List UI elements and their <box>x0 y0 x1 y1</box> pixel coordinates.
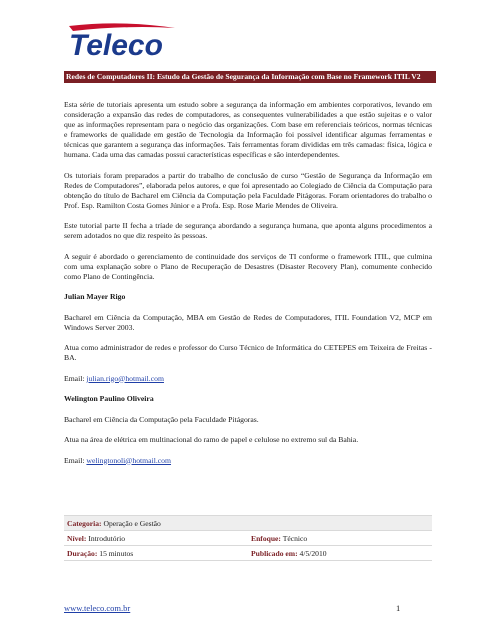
author1-bio-1: Bacharel em Ciência da Computação, MBA em Gestão de Redes de Computadores, ITIL Foundation V2, MCP em Windows Server 2003. <box>64 312 432 332</box>
category-label: Categoria: <box>67 518 102 528</box>
tutorial-info-table <box>64 515 432 561</box>
author1-email-line <box>64 374 432 384</box>
published-value: 4/5/2010 <box>299 548 327 558</box>
focus-cell <box>248 531 432 546</box>
author2-name: Welington Paulino Oliveira <box>64 394 154 403</box>
published-label: Publicado em: <box>251 548 298 558</box>
intro-paragraph-2: Os tutoriais foram preparados a partir do trabalho de conclusão de curso “Gestão de Segurança da Informação em Redes de Computadores”, elaborada pelos autores, e que foi apresentado ao Colegiado de Ciência da Computação para obtenção do título de Bacharel em Ciência da Computação pela Faculdade Pitágoras. Foram orientadores do trabalho o Prof. Esp. Ramilton Costa Gomes Júnior e a Profa. Esp. Rose Marie Mendes de Oliveira. <box>64 170 432 210</box>
author2-email-label: Email: <box>64 455 87 465</box>
author1-email-label: Email: <box>64 373 87 383</box>
author1-name: Julian Mayer Rigo <box>64 292 126 301</box>
document-title: Redes de Computadores II: Estudo da Gestão de Segurança da Informação com Base no Framework ITIL V2 <box>64 71 436 83</box>
author1-email-link[interactable]: julian.rigo@hotmail.com <box>86 373 164 383</box>
duration-cell <box>64 546 248 561</box>
author2-email-link[interactable]: welingtonoli@hotmail.com <box>86 455 172 465</box>
author2-bio-1: Bacharel em Ciência da Computação pela Faculdade Pitágoras. <box>64 414 259 424</box>
logo-text: Teleco <box>69 29 163 62</box>
author2-bio-2: Atua na área de elétrica em multinacional do ramo de papel e celulose no extremo sul da Bahia. <box>64 435 359 444</box>
author2-email-line <box>64 456 432 466</box>
page-number: 1 <box>396 603 401 613</box>
intro-paragraph-3: Este tutorial parte II fecha a tríade de segurança abordando a segurança humana, que aponta alguns procedimentos a serem adotados no que diz respeito às pessoas. <box>64 221 432 240</box>
author1-bio-2: Atua como administrador de redes e professor do Curso Técnico de Informática do CETEPES em Teixeira de Freitas - BA. <box>64 343 432 362</box>
level-row <box>64 531 432 546</box>
intro-paragraph-1: Esta série de tutoriais apresenta um estudo sobre a segurança da informação em ambientes corporativos, levando em consideração a expansão das redes de computadores, as consequentes vulnerabilidades a que estão sujeitas e o valor que as informações representam para o negócio das organizações. Com base em referenciais teóricos, normas técnicas e frameworks de qualidade em gestão de Tecnologia da Informação foi possível identificar algumas ferramentas e técnicas que garantem a segurança das informações. Tais ferramentas foram divididas em três camadas: física, lógica e humana. Cada uma das camadas possui características específicas e são interdependentes. <box>64 100 432 159</box>
duration-value: 15 minutos <box>99 548 134 558</box>
document-body <box>64 100 432 476</box>
focus-value: Técnico <box>282 533 308 543</box>
category-cell <box>64 516 432 531</box>
focus-label: Enfoque: <box>251 533 281 543</box>
duration-row <box>64 546 432 561</box>
teleco-logo <box>67 22 177 62</box>
level-label: Nível: <box>67 533 87 543</box>
duration-label: Duração: <box>67 548 98 558</box>
level-value: Introdutório <box>88 533 126 543</box>
level-cell <box>64 531 248 546</box>
footer-website-link[interactable]: www.teleco.com.br <box>64 603 131 613</box>
category-value: Operação e Gestão <box>103 518 161 528</box>
category-row <box>64 516 432 531</box>
intro-paragraph-4: A seguir é abordado o gerenciamento de continuidade dos serviços de TI conforme o framework ITIL, que culmina com uma explanação sobre o Plano de Recuperação de Desastres (Disaster Recovery Plan), comumente conhecido como Plano de Contingência. <box>64 251 432 281</box>
published-cell <box>248 546 432 561</box>
